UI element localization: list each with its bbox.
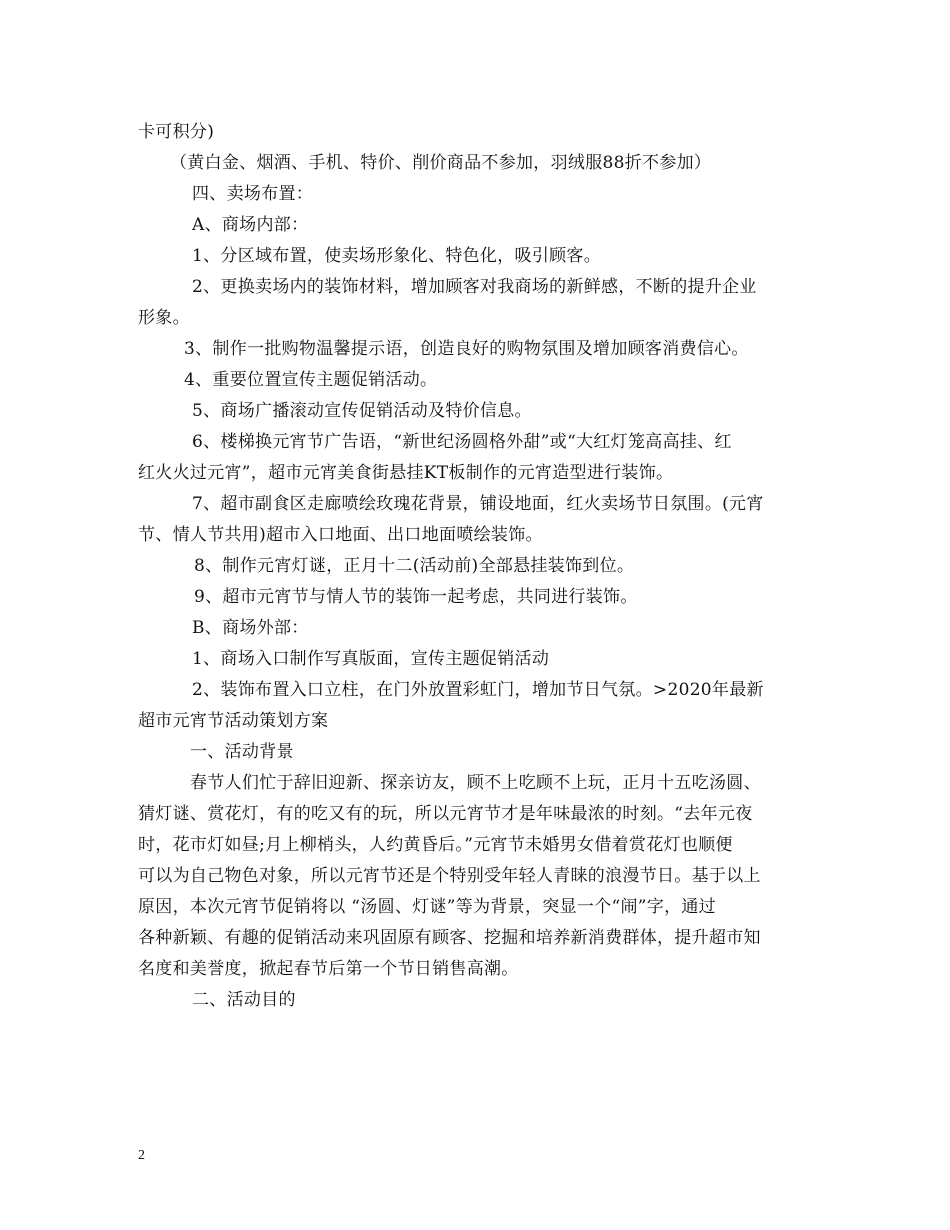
paragraph-line: 各种新颖、有趣的促销活动来巩固原有顾客、挖掘和培养新消费群体，提升超市知	[138, 928, 761, 948]
section-heading: 一、活动背景	[190, 742, 294, 762]
list-item: 1、商场入口制作写真版面，宣传主题促销活动	[192, 649, 550, 669]
paragraph-line: 春节人们忙于辞旧迎新、探亲访友，顾不上吃顾不上玩，正月十五吃汤圆、	[190, 773, 761, 793]
subsection-heading: B、商场外部：	[192, 618, 309, 638]
list-item: 1、分区域布置，使卖场形象化、特色化，吸引顾客。	[192, 246, 602, 266]
subsection-heading: A、商场内部：	[192, 215, 309, 235]
text-line: （黄白金、烟酒、手机、特价、削价商品不参加，羽绒服88折不参加）	[170, 153, 712, 173]
text-line: 节、情人节共用)超市入口地面、出口地面喷绘装饰。	[138, 525, 543, 545]
paragraph-line: 可以为自己物色对象，所以元宵节还是个特别受年轻人青睐的浪漫节日。基于以上	[138, 866, 761, 886]
section-heading: 二、活动目的	[192, 990, 296, 1010]
text-line: 超市元宵节活动策划方案	[138, 711, 329, 731]
document-body	[138, 117, 818, 1016]
paragraph-line: 时，花市灯如昼;月上柳梢头，人约黄昏后。”元宵节未婚男女借着赏花灯也顺便	[138, 835, 733, 855]
section-heading: 四、卖场布置：	[192, 184, 314, 204]
list-item: 9、超市元宵节与情人节的装饰一起考虑，共同进行装饰。	[194, 587, 638, 607]
list-item: 3、制作一批购物温馨提示语，创造良好的购物氛围及增加顾客消费信心。	[184, 339, 749, 359]
text-line: 红火火过元宵”，超市元宵美食街悬挂KT板制作的元宵造型进行装饰。	[138, 463, 674, 483]
text-line: 形象。	[138, 308, 190, 328]
list-item: 4、重要位置宣传主题促销活动。	[184, 370, 438, 390]
list-item: 2、装饰布置入口立柱，在门外放置彩虹门，增加节日气氛。>2020年最新	[192, 680, 764, 700]
list-item: 5、商场广播滚动宣传促销活动及特价信息。	[192, 401, 532, 421]
paragraph-line: 猜灯谜、赏花灯，有的吃又有的玩，所以元宵节才是年味最浓的时刻。“去年元夜	[138, 804, 753, 824]
list-item: 8、制作元宵灯谜，正月十二(活动前)全部悬挂装饰到位。	[194, 556, 635, 576]
paragraph-line: 原因，本次元宵节促销将以 “汤圆、灯谜”等为背景，突显一个“闹”字，通过	[138, 897, 716, 917]
page-number: 2	[138, 1148, 145, 1163]
list-item: 7、超市副食区走廊喷绘玫瑰花背景，铺设地面，红火卖场节日氛围。(元宵	[192, 494, 764, 514]
paragraph-line: 名度和美誉度，掀起春节后第一个节日销售高潮。	[138, 959, 519, 979]
list-item: 2、更换卖场内的装饰材料，增加顾客对我商场的新鲜感，不断的提升企业	[192, 277, 757, 297]
text-line: 卡可积分)	[138, 122, 215, 142]
list-item: 6、楼梯换元宵节广告语，“新世纪汤圆格外甜”或“大红灯笼高高挂、红	[192, 432, 732, 452]
